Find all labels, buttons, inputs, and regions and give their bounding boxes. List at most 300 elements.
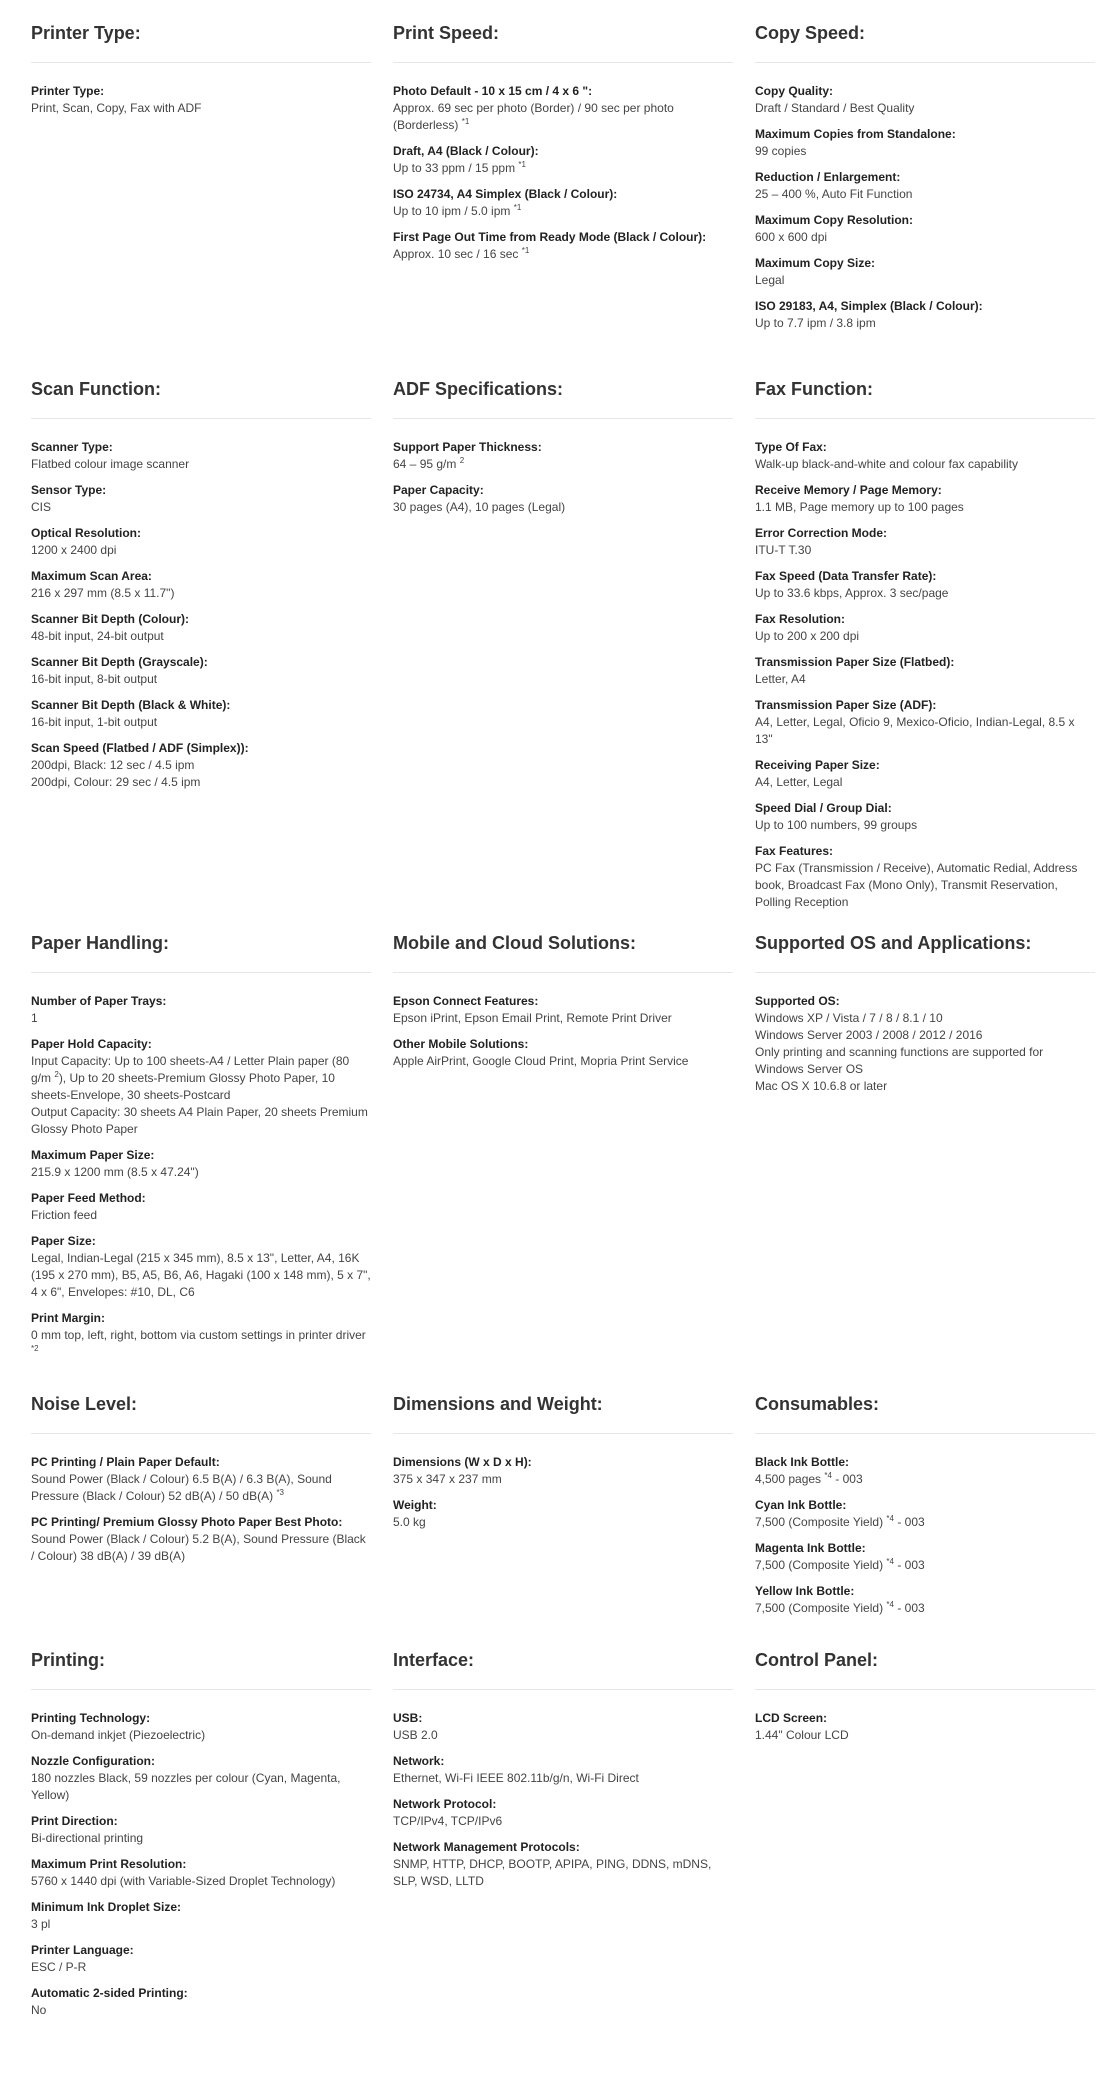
spec-item <box>31 83 371 117</box>
spec-section <box>31 1649 371 2028</box>
spec-item <box>755 1454 1095 1488</box>
spec-value <box>393 1770 733 1787</box>
spec-value-text: A4, Letter, Legal, Oficio 9, Mexico-Oficio, Indian-Legal, 8.5 x 13" <box>755 715 1075 746</box>
spec-section <box>31 932 371 1370</box>
spec-label: Scanner Bit Depth (Grayscale): <box>31 655 208 669</box>
spec-value-text: 16-bit input, 8-bit output <box>31 672 158 686</box>
spec-item <box>393 1753 733 1787</box>
spec-label: Network: <box>393 1754 445 1768</box>
spec-value <box>755 1514 1095 1531</box>
section-title: Copy Speed: <box>755 23 866 43</box>
spec-item <box>393 993 733 1027</box>
spec-value <box>31 585 371 602</box>
spec-value <box>31 1873 371 1890</box>
spec-value <box>755 456 1095 473</box>
section-title: Scan Function: <box>31 379 161 399</box>
spec-item <box>31 1454 371 1505</box>
spec-item <box>31 1514 371 1565</box>
spec-value <box>31 1250 371 1301</box>
spec-item <box>393 1710 733 1744</box>
spec-value-text: 1.44" Colour LCD <box>755 1728 849 1742</box>
spec-label: Photo Default - 10 x 15 cm / 4 x 6 ": <box>393 84 593 98</box>
spec-label: Optical Resolution: <box>31 526 142 540</box>
spec-label: Weight: <box>393 1498 437 1512</box>
spec-value-text: Draft / Standard / Best Quality <box>755 101 915 115</box>
spec-value-text: 64 – 95 g/m <box>393 457 457 471</box>
spec-value-text: 180 nozzles Black, 59 nozzles per colour (Cyan, Magenta, Yellow) <box>31 1771 341 1802</box>
spec-value <box>31 456 371 473</box>
spec-label: Magenta Ink Bottle: <box>755 1541 866 1555</box>
spec-item <box>755 757 1095 791</box>
spec-value-text: 0 mm top, left, right, bottom via custom settings in printer driver <box>31 1328 366 1342</box>
section-divider <box>31 1689 371 1690</box>
section-title: Consumables: <box>755 1394 880 1414</box>
spec-item <box>755 800 1095 834</box>
spec-item <box>31 1310 371 1361</box>
spec-value-text: 3 pl <box>31 1917 51 1931</box>
spec-value-text: Letter, A4 <box>755 672 806 686</box>
spec-value <box>393 100 733 134</box>
footnote-marker: *1 <box>513 203 522 212</box>
spec-label: Print Direction: <box>31 1814 118 1828</box>
spec-value <box>31 1916 371 1933</box>
spec-value-text: Up to 7.7 ipm / 3.8 ipm <box>755 316 876 330</box>
spec-value-text: Up to 33 ppm / 15 ppm <box>393 161 516 175</box>
spec-value <box>755 143 1095 160</box>
spec-value-text: 25 – 400 %, Auto Fit Function <box>755 187 913 201</box>
spec-value-text: 375 x 347 x 237 mm <box>393 1472 502 1486</box>
section-title: Mobile and Cloud Solutions: <box>393 933 636 953</box>
spec-section <box>393 1649 733 1899</box>
spec-item <box>755 611 1095 645</box>
spec-label: Black Ink Bottle: <box>755 1455 850 1469</box>
footnote-marker: 2 <box>54 1070 59 1079</box>
spec-label: Automatic 2-sided Printing: <box>31 1986 188 2000</box>
spec-item <box>31 482 371 516</box>
spec-item <box>755 1540 1095 1574</box>
spec-label: Fax Resolution: <box>755 612 846 626</box>
spec-value <box>31 100 371 117</box>
spec-value <box>755 1727 1095 1744</box>
spec-label: Scanner Type: <box>31 440 113 454</box>
spec-label: ISO 24734, A4 Simplex (Black / Colour): <box>393 187 618 201</box>
spec-value <box>31 671 371 688</box>
spec-value-text: Walk-up black-and-white and colour fax capability <box>755 457 1019 471</box>
spec-value-text: 7,500 (Composite Yield) <box>755 1601 884 1615</box>
footnote-marker: *1 <box>518 160 526 169</box>
section-title: ADF Specifications: <box>393 379 564 399</box>
spec-value <box>755 860 1095 911</box>
spec-value-text: Bi-directional printing <box>31 1831 144 1845</box>
section-divider <box>31 62 371 63</box>
spec-item <box>31 611 371 645</box>
spec-section <box>755 932 1095 1104</box>
spec-label: Epson Connect Features: <box>393 994 539 1008</box>
section-title: Fax Function: <box>755 379 873 399</box>
spec-label: Receiving Paper Size: <box>755 758 880 772</box>
section-divider <box>755 1689 1095 1690</box>
spec-item <box>393 186 733 220</box>
spec-value-text: USB 2.0 <box>393 1728 438 1742</box>
spec-item <box>393 83 733 134</box>
spec-value-text: Ethernet, Wi-Fi IEEE 802.11b/g/n, Wi-Fi Direct <box>393 1771 639 1785</box>
spec-label: Other Mobile Solutions: <box>393 1037 529 1051</box>
spec-value <box>755 1010 1095 1095</box>
spec-label: Paper Capacity: <box>393 483 484 497</box>
spec-value-text: Up to 100 numbers, 99 groups <box>755 818 918 832</box>
section-title: Paper Handling: <box>31 933 170 953</box>
spec-item <box>755 1583 1095 1617</box>
spec-section <box>755 378 1095 920</box>
spec-item <box>31 525 371 559</box>
spec-value <box>393 456 733 473</box>
spec-label: Receive Memory / Page Memory: <box>755 483 942 497</box>
spec-label: Printer Type: <box>31 84 105 98</box>
spec-label: Nozzle Configuration: <box>31 1754 155 1768</box>
spec-value <box>393 1010 733 1027</box>
spec-label: Cyan Ink Bottle: <box>755 1498 847 1512</box>
spec-section <box>393 22 733 272</box>
spec-value <box>755 714 1095 748</box>
spec-value <box>393 1053 733 1070</box>
spec-value-text: Print, Scan, Copy, Fax with ADF <box>31 101 202 115</box>
spec-value-text: TCP/IPv4, TCP/IPv6 <box>393 1814 503 1828</box>
spec-label: Sensor Type: <box>31 483 107 497</box>
spec-label: Maximum Copy Size: <box>755 256 876 270</box>
spec-label: Fax Features: <box>755 844 834 858</box>
spec-value-text: 216 x 297 mm (8.5 x 11.7") <box>31 586 175 600</box>
spec-value-text: 5760 x 1440 dpi (with Variable-Sized Droplet Technology) <box>31 1874 336 1888</box>
spec-item <box>755 212 1095 246</box>
spec-value-text: - 003 <box>893 1601 925 1615</box>
spec-value-text: 1.1 MB, Page memory up to 100 pages <box>755 500 964 514</box>
spec-value-text: ESC / P-R <box>31 1960 87 1974</box>
spec-label: Copy Quality: <box>755 84 834 98</box>
spec-label: Draft, A4 (Black / Colour): <box>393 144 539 158</box>
spec-label: USB: <box>393 1711 423 1725</box>
spec-label: PC Printing / Plain Paper Default: <box>31 1455 220 1469</box>
spec-value-text: 1200 x 2400 dpi <box>31 543 117 557</box>
spec-item <box>755 1710 1095 1744</box>
spec-item <box>393 229 733 263</box>
spec-section <box>393 378 733 525</box>
spec-value-text: Approx. 69 sec per photo (Border) / 90 sec per photo (Borderless) <box>393 101 674 132</box>
spec-section <box>393 1393 733 1540</box>
spec-item <box>393 1497 733 1531</box>
spec-value <box>755 1471 1095 1488</box>
spec-value-text: Apple AirPrint, Google Cloud Print, Mopria Print Service <box>393 1054 689 1068</box>
spec-value <box>31 2002 371 2019</box>
spec-value-text: Epson iPrint, Epson Email Print, Remote Print Driver <box>393 1011 672 1025</box>
spec-item <box>393 439 733 473</box>
spec-value <box>31 1727 371 1744</box>
spec-value-text: 16-bit input, 1-bit output <box>31 715 158 729</box>
spec-value <box>755 1557 1095 1574</box>
spec-value <box>31 757 371 791</box>
spec-value <box>31 1471 371 1505</box>
spec-item <box>31 1985 371 2019</box>
spec-value-text: 48-bit input, 24-bit output <box>31 629 164 643</box>
spec-value-text: No <box>31 2003 47 2017</box>
spec-value <box>755 186 1095 203</box>
spec-label: Network Protocol: <box>393 1797 497 1811</box>
spec-value <box>393 1856 733 1890</box>
spec-value <box>755 628 1095 645</box>
spec-label: Network Management Protocols: <box>393 1840 580 1854</box>
spec-item <box>755 697 1095 748</box>
spec-label: LCD Screen: <box>755 1711 828 1725</box>
spec-label: Number of Paper Trays: <box>31 994 167 1008</box>
spec-label: Speed Dial / Group Dial: <box>755 801 892 815</box>
spec-label: Printer Language: <box>31 1943 134 1957</box>
section-divider <box>393 1433 733 1434</box>
spec-item <box>31 1942 371 1976</box>
spec-label: Maximum Copies from Standalone: <box>755 127 956 141</box>
spec-item <box>755 169 1095 203</box>
spec-value <box>755 1600 1095 1617</box>
spec-value <box>31 1207 371 1224</box>
spec-value-text: PC Fax (Transmission / Receive), Automatic Redial, Address book, Broadcast Fax (Mono Only), Transmit Reservation, Polling Reception <box>755 861 1078 909</box>
section-title: Dimensions and Weight: <box>393 1394 603 1414</box>
spec-item <box>755 439 1095 473</box>
section-divider <box>755 972 1095 973</box>
section-divider <box>31 972 371 973</box>
spec-item <box>31 993 371 1027</box>
footnote-marker: *3 <box>276 1488 284 1497</box>
spec-label: First Page Out Time from Ready Mode (Black / Colour): <box>393 230 707 244</box>
spec-value <box>31 1327 371 1361</box>
spec-value <box>755 229 1095 246</box>
spec-section <box>755 1649 1095 1753</box>
spec-value <box>31 1531 371 1565</box>
spec-item <box>393 482 733 516</box>
spec-value-text: Input Capacity: Up to 100 sheets-A4 / Letter Plain paper (80 g/m <box>31 1054 350 1085</box>
spec-item <box>31 1147 371 1181</box>
section-title: Supported OS and Applications: <box>755 933 1032 953</box>
spec-item <box>393 143 733 177</box>
spec-value <box>31 628 371 645</box>
spec-value <box>755 671 1095 688</box>
spec-section <box>755 22 1095 341</box>
spec-value-text: ITU-T T.30 <box>755 543 812 557</box>
spec-label: Paper Feed Method: <box>31 1191 146 1205</box>
section-divider <box>31 1433 371 1434</box>
spec-label: PC Printing/ Premium Glossy Photo Paper Best Photo: <box>31 1515 343 1529</box>
spec-item <box>755 843 1095 911</box>
spec-item <box>393 1796 733 1830</box>
spec-item <box>31 1036 371 1138</box>
spec-label: Type Of Fax: <box>755 440 827 454</box>
spec-label: Maximum Print Resolution: <box>31 1857 187 1871</box>
spec-value-text: Sound Power (Black / Colour) 5.2 B(A), Sound Pressure (Black / Colour) 38 dB(A) / 39 dB(A) <box>31 1532 366 1563</box>
spec-item <box>755 568 1095 602</box>
spec-item <box>31 1233 371 1301</box>
spec-item <box>755 298 1095 332</box>
spec-value-text: Sound Power (Black / Colour) 6.5 B(A) / 6.3 B(A), Sound Pressure (Black / Colour) 52 dB(A) / 50 dB(A) <box>31 1472 332 1503</box>
spec-value-text: 4,500 pages <box>755 1472 822 1486</box>
spec-value <box>31 499 371 516</box>
spec-value <box>31 1164 371 1181</box>
section-divider <box>393 418 733 419</box>
section-title: Printer Type: <box>31 23 141 43</box>
spec-item <box>755 255 1095 289</box>
section-divider <box>755 1433 1095 1434</box>
spec-value-text: Flatbed colour image scanner <box>31 457 190 471</box>
spec-item <box>755 482 1095 516</box>
spec-item <box>31 1190 371 1224</box>
footnote-marker: *4 <box>886 1600 894 1609</box>
spec-value-text: Friction feed <box>31 1208 98 1222</box>
spec-label: Scanner Bit Depth (Black & White): <box>31 698 231 712</box>
spec-value <box>31 542 371 559</box>
spec-value-text: ), Up to 20 sheets-Premium Glossy Photo Paper, 10 sheets-Envelope, 30 sheets-Postcard Output Capacity: 30 sheets A4 Plain Paper, 20 sheets Premium Glossy Photo Paper <box>31 1071 368 1136</box>
spec-value <box>393 1471 733 1488</box>
spec-value <box>393 160 733 177</box>
spec-item <box>31 697 371 731</box>
spec-value-text: Up to 10 ipm / 5.0 ipm <box>393 204 511 218</box>
spec-label: Supported OS: <box>755 994 840 1008</box>
spec-value-text: 1 <box>31 1011 38 1025</box>
spec-label: Print Margin: <box>31 1311 105 1325</box>
spec-label: Scan Speed (Flatbed / ADF (Simplex)): <box>31 741 249 755</box>
footnote-marker: 2 <box>459 456 465 465</box>
spec-value-text: 7,500 (Composite Yield) <box>755 1515 884 1529</box>
spec-item <box>31 740 371 791</box>
spec-label: Scanner Bit Depth (Colour): <box>31 612 189 626</box>
spec-label: Yellow Ink Bottle: <box>755 1584 855 1598</box>
spec-label: Fax Speed (Data Transfer Rate): <box>755 569 937 583</box>
spec-label: Error Correction Mode: <box>755 526 888 540</box>
section-title: Print Speed: <box>393 23 500 43</box>
spec-label: Paper Size: <box>31 1234 96 1248</box>
spec-value-text: - 003 <box>831 1472 863 1486</box>
spec-item <box>31 568 371 602</box>
section-title: Control Panel: <box>755 1650 879 1670</box>
spec-value-text: 215.9 x 1200 mm (8.5 x 47.24") <box>31 1165 199 1179</box>
spec-section <box>755 1393 1095 1626</box>
spec-label: Maximum Paper Size: <box>31 1148 155 1162</box>
spec-value-text: On-demand inkjet (Piezoelectric) <box>31 1728 206 1742</box>
spec-section <box>393 932 733 1079</box>
spec-section <box>31 1393 371 1574</box>
spec-item <box>31 1710 371 1744</box>
spec-value-text: Legal <box>755 273 785 287</box>
spec-value <box>755 100 1095 117</box>
spec-label: Maximum Copy Resolution: <box>755 213 914 227</box>
spec-value-text: A4, Letter, Legal <box>755 775 843 789</box>
spec-value-text: 5.0 kg <box>393 1515 426 1529</box>
spec-item <box>393 1454 733 1488</box>
spec-value <box>31 1830 371 1847</box>
spec-label: Minimum Ink Droplet Size: <box>31 1900 182 1914</box>
spec-value <box>755 542 1095 559</box>
spec-value-text: SNMP, HTTP, DHCP, BOOTP, APIPA, PING, DDNS, mDNS, SLP, WSD, LLTD <box>393 1857 712 1888</box>
section-title: Noise Level: <box>31 1394 138 1414</box>
spec-label: Reduction / Enlargement: <box>755 170 901 184</box>
section-divider <box>755 418 1095 419</box>
spec-label: Transmission Paper Size (Flatbed): <box>755 655 955 669</box>
spec-value-text: 600 x 600 dpi <box>755 230 828 244</box>
section-divider <box>393 972 733 973</box>
spec-value <box>755 817 1095 834</box>
spec-value <box>755 272 1095 289</box>
footnote-marker: *4 <box>824 1471 832 1480</box>
section-title: Interface: <box>393 1650 475 1670</box>
spec-value-text: 99 copies <box>755 144 807 158</box>
spec-label: Paper Hold Capacity: <box>31 1037 152 1051</box>
spec-value <box>31 1010 371 1027</box>
spec-value-text: Legal, Indian-Legal (215 x 345 mm), 8.5 x 13", Letter, A4, 16K (195 x 270 mm), B5, A5, B6, A6, Hagaki (100 x 148 mm), 5 x 7", 4 x 6", Envelopes: #10, DL, C6 <box>31 1251 371 1299</box>
spec-label: ISO 29183, A4, Simplex (Black / Colour): <box>755 299 983 313</box>
spec-item <box>31 654 371 688</box>
section-divider <box>393 62 733 63</box>
spec-label: Dimensions (W x D x H): <box>393 1455 532 1469</box>
spec-value <box>755 315 1095 332</box>
spec-value-text: 7,500 (Composite Yield) <box>755 1558 884 1572</box>
spec-value <box>393 1727 733 1744</box>
spec-value <box>393 1813 733 1830</box>
spec-value <box>31 714 371 731</box>
footnote-marker: *1 <box>461 117 470 126</box>
spec-value <box>393 1514 733 1531</box>
footnote-marker: *2 <box>31 1344 39 1353</box>
spec-value-text: - 003 <box>893 1558 925 1572</box>
spec-item <box>31 1856 371 1890</box>
spec-value-text: Up to 200 x 200 dpi <box>755 629 860 643</box>
spec-item <box>755 1497 1095 1531</box>
spec-value <box>755 774 1095 791</box>
section-divider <box>31 418 371 419</box>
spec-value-text: Windows XP / Vista / 7 / 8 / 8.1 / 10 Windows Server 2003 / 2008 / 2012 / 2016 Only printing and scanning functions are supported for Windows Server OS Mac OS X 10.6.8 or later <box>755 1011 1044 1093</box>
spec-value <box>393 499 733 516</box>
spec-value-text: 200dpi, Black: 12 sec / 4.5 ipm 200dpi, Colour: 29 sec / 4.5 ipm <box>31 758 201 789</box>
spec-value-text: CIS <box>31 500 52 514</box>
spec-value-text: 30 pages (A4), 10 pages (Legal) <box>393 500 566 514</box>
spec-item <box>755 654 1095 688</box>
spec-label: Printing Technology: <box>31 1711 151 1725</box>
spec-value <box>31 1959 371 1976</box>
spec-value-text: Approx. 10 sec / 16 sec <box>393 247 519 261</box>
spec-value <box>31 1053 371 1138</box>
spec-item <box>393 1839 733 1890</box>
spec-value <box>755 585 1095 602</box>
spec-value <box>31 1770 371 1804</box>
spec-label: Transmission Paper Size (ADF): <box>755 698 937 712</box>
section-title: Printing: <box>31 1650 105 1670</box>
spec-value-text: Up to 33.6 kbps, Approx. 3 sec/page <box>755 586 949 600</box>
spec-value <box>393 246 733 263</box>
spec-value-text: - 003 <box>893 1515 925 1529</box>
footnote-marker: *1 <box>521 246 530 255</box>
spec-label: Support Paper Thickness: <box>393 440 542 454</box>
footnote-marker: *4 <box>886 1514 894 1523</box>
spec-value <box>393 203 733 220</box>
section-divider <box>393 1689 733 1690</box>
footnote-marker: *4 <box>886 1557 894 1566</box>
spec-item <box>31 1813 371 1847</box>
spec-item <box>755 993 1095 1095</box>
spec-item <box>755 126 1095 160</box>
section-divider <box>755 62 1095 63</box>
spec-section <box>31 378 371 800</box>
spec-item <box>31 1899 371 1933</box>
spec-item <box>31 1753 371 1804</box>
spec-label: Maximum Scan Area: <box>31 569 152 583</box>
spec-value <box>755 499 1095 516</box>
spec-item <box>755 525 1095 559</box>
spec-section <box>31 22 371 126</box>
spec-item <box>31 439 371 473</box>
